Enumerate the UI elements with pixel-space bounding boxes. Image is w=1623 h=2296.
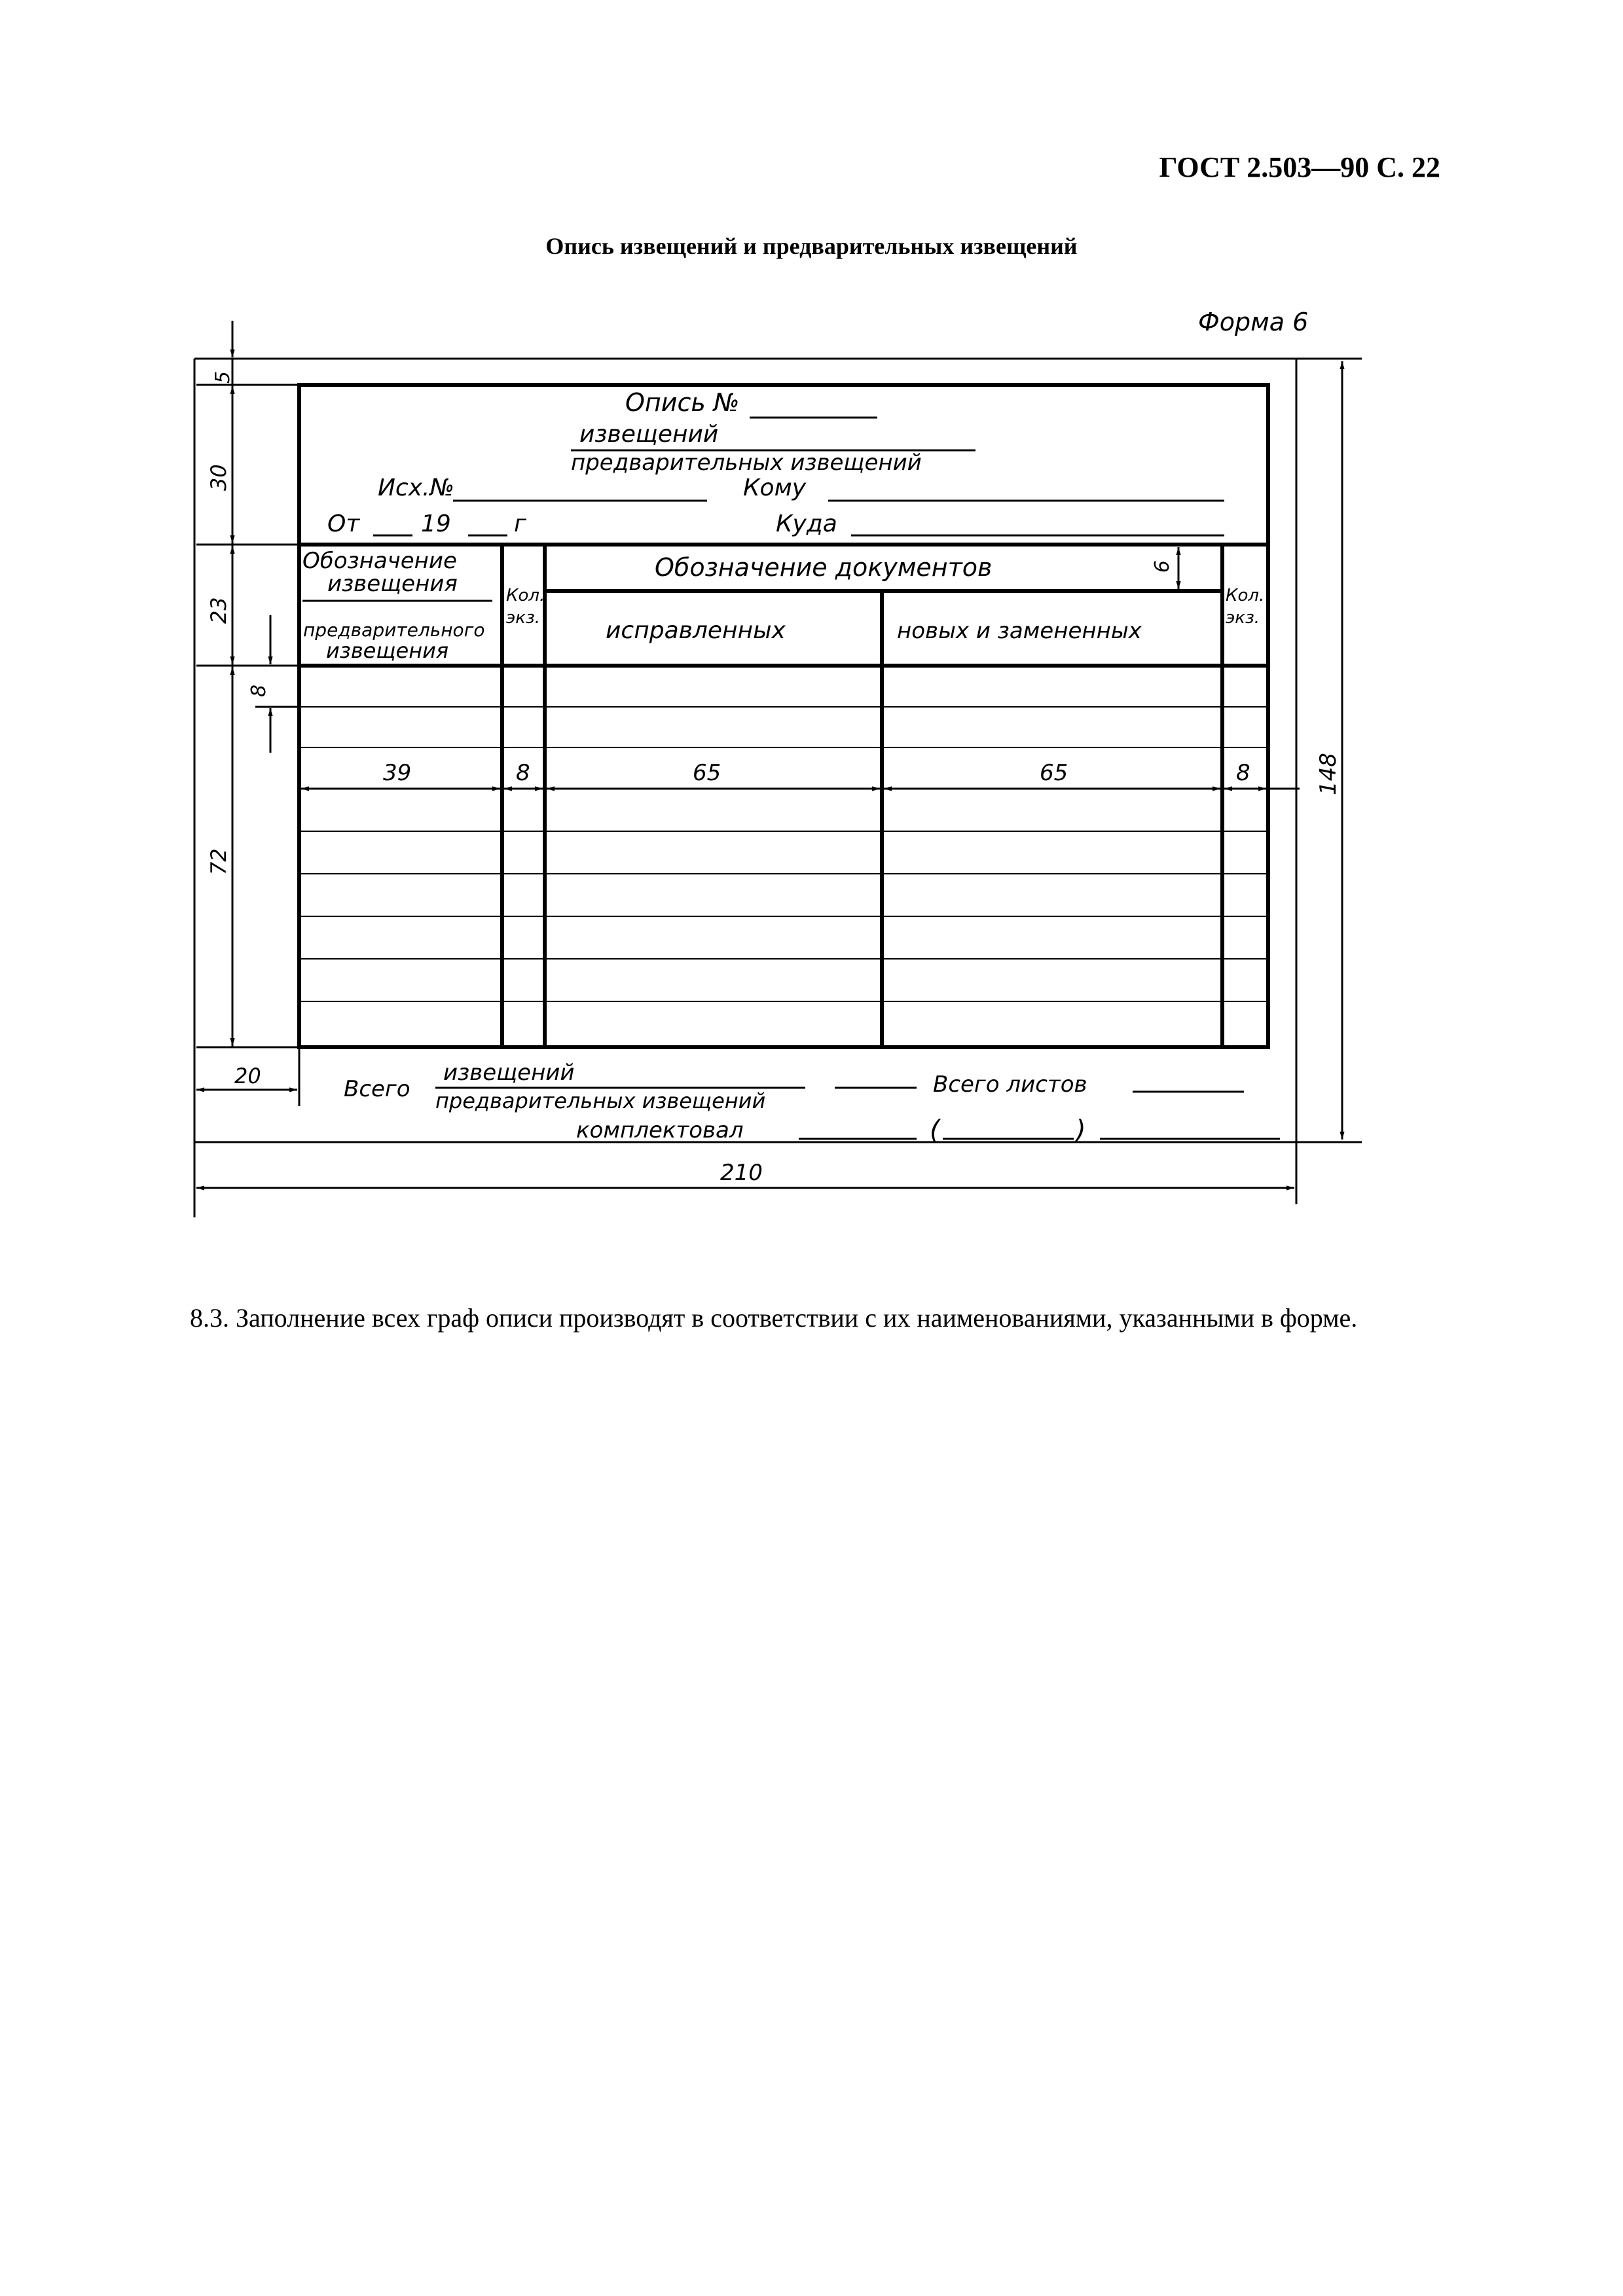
dim-sub-header-value: 9 xyxy=(1149,560,1172,573)
date-from-label: От xyxy=(327,511,360,537)
total-sheets-label: Всего листов xyxy=(933,1071,1087,1098)
compiled-label: комплектовал xyxy=(576,1117,744,1143)
col-copies-label-2: экз. xyxy=(506,608,541,628)
total-option-2: предварительных извещений xyxy=(435,1088,766,1113)
compiled-bracket-close: ) xyxy=(1076,1115,1086,1145)
dim-col-5: 8 xyxy=(1236,760,1250,786)
col-notice-header-3: предварительного xyxy=(303,619,485,641)
dim-col-4: 65 xyxy=(1040,760,1068,786)
dim-col-3: 65 xyxy=(693,760,721,786)
where-label: Куда xyxy=(776,511,837,537)
dim-top-margin: 5 xyxy=(211,370,234,384)
dim-header-block: 23 xyxy=(206,597,231,624)
left-vertical-dims xyxy=(196,321,298,1047)
col-new-replaced: новых и замененных xyxy=(897,618,1142,644)
dim-total-width: 210 xyxy=(720,1160,763,1186)
col-notice-header-1: Обозначение xyxy=(302,548,457,574)
date-suffix: г xyxy=(514,511,526,537)
date-year: 19 xyxy=(421,511,451,537)
compiled-bracket-open: ( xyxy=(930,1115,940,1145)
dim-title-block: 30 xyxy=(206,464,231,491)
dim-body-block: 72 xyxy=(206,848,231,875)
page-title: Опись извещений и предварительных извещений xyxy=(545,233,1078,259)
dim-left-margin: 20 xyxy=(234,1064,261,1088)
col-copies-right-label-2: экз. xyxy=(1226,608,1260,628)
page-header: ГОСТ 2.503—90 С. 22 xyxy=(1159,151,1440,183)
title-prefix: Опись № xyxy=(625,388,740,417)
outgoing-label: Исх.№ xyxy=(378,475,454,501)
to-whom-label: Кому xyxy=(743,475,807,501)
dim-total-height: 148 xyxy=(1315,753,1341,795)
table-body-rows xyxy=(299,707,1268,1001)
dim-col-1: 39 xyxy=(383,760,412,786)
footnote: 8.3. Заполнение всех граф описи производят в соответствии с их наименованиями, указанными в форме. xyxy=(190,1303,1358,1333)
col-notice-header-2: извещения xyxy=(327,571,458,597)
title-option-1: извещений xyxy=(579,421,719,448)
col-copies-label-1: Кол. xyxy=(506,586,545,605)
col-notice-header-4: извещения xyxy=(326,638,449,663)
total-label: Всего xyxy=(344,1076,410,1102)
col-corrected: исправленных xyxy=(606,617,786,644)
col-copies-right-label-1: Кол. xyxy=(1226,586,1265,605)
title-option-2: предварительных извещений xyxy=(571,450,922,476)
form-label: Форма 6 xyxy=(1198,308,1309,336)
col-docs-header: Обозначение документов xyxy=(655,553,993,582)
dim-row-height: 8 xyxy=(247,684,270,697)
dim-col-2: 8 xyxy=(516,760,530,786)
total-option-1: извещений xyxy=(443,1060,575,1086)
